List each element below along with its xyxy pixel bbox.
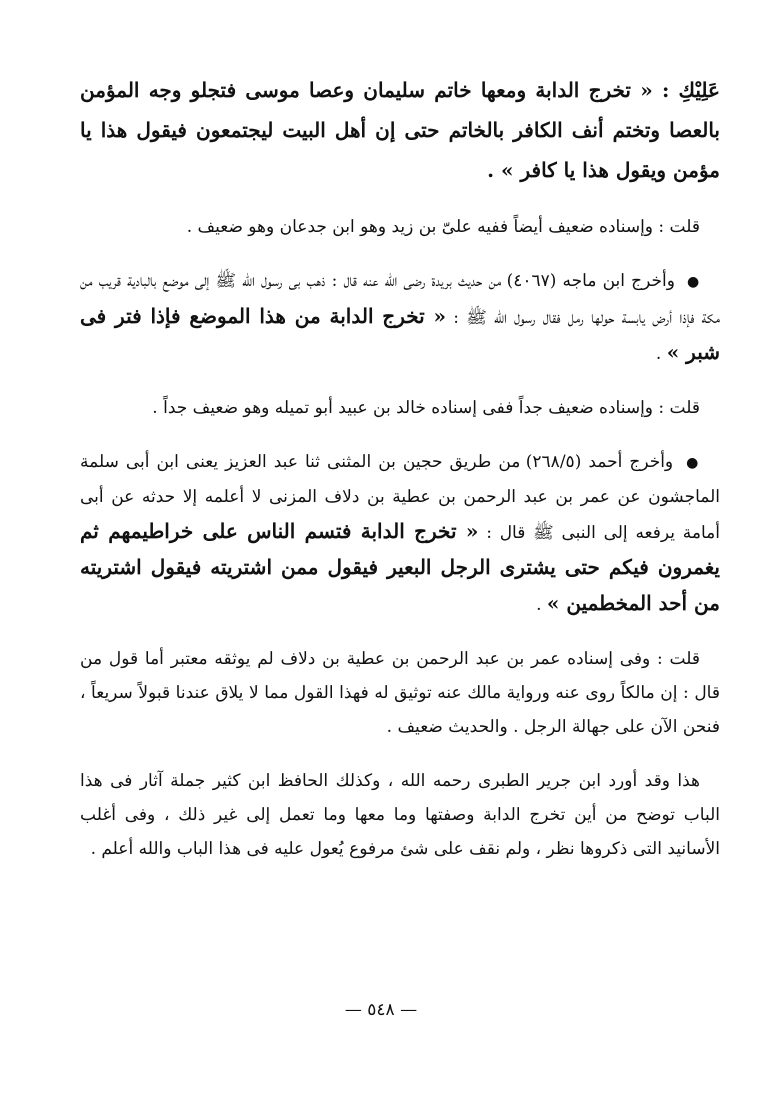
narration-text: وأخرج أحمد (٢٦٨/٥) من طريق حجين بن المثنى ثنا عبد العزيز يعنى ابن أبى سلمة الماجشون عن عمر بن عبد الرحمن بن عطية بن دلاف المزنى لا أعلمه إلا حدثه عن أبى أمامة يرفعه إلى النبى ﷺ قال : — [80, 452, 721, 543]
concluding-paragraph: هذا وقد أورد ابن جرير الطبرى رحمه الله ، وكذلك الحافظ ابن كثير جملة آثار فى هذا الباب توضح من أين تخرج الدابة وصفتها وما معها وما تعمل إلى غير ذلك ، وفى أغلب الأسانيد التى ذكروها نظر ، ولم نقف على شئ مرفوع يُعول عليه فى هذا الباب والله أعلم . — [80, 771, 720, 859]
bullet-icon: ● — [686, 455, 701, 471]
narration-text: وأخرج ابن ماجه (٤٠٦٧) من حديث بريدة رضى الله عنه قال : ذهب بى رسول الله ﷺ إلى موضع بالبادية قريب من مكة فإذا أرض يابسة حولها رمل فقال رسول الله ﷺ : — [80, 271, 721, 328]
period: . — [655, 344, 667, 364]
hadith-paragraph-1: عَلِيْكِ : « تخرج الدابة ومعها خاتم سليمان وعصا موسى فتجلو وجه المؤمن بالعصا وتختم أنف الكافر بالخاتم حتى إن أهل البيت ليجتمعون فيقول هذا يا مؤمن ويقول هذا يا كافر » . — [80, 78, 720, 182]
commentary-paragraph-1: قلت : وإسناده ضعيف أيضاً ففيه علىّ بن زيد وهو ابن جدعان وهو ضعيف . — [186, 217, 700, 237]
hadith-quote: « تخرج الدابة فتسم الناس على خراطيمهم ثم يغمرون فيكم حتى يشترى الرجل البعير فيقول ممن اشتريته فيقول اشتريته من أحد المخطمين » — [80, 519, 720, 615]
narration-paragraph-ahmad — [80, 445, 720, 622]
hadith-quote: « تخرج الدابة من هذا الموضع فإذا فتر فى شبر » — [80, 304, 720, 364]
page-body — [80, 70, 720, 866]
commentary-paragraph-2: قلت : وإسناده ضعيف جداً ففى إسناده خالد بن عبيد أبو تميله وهو ضعيف جداً . — [152, 398, 700, 418]
page-number: — ٥٤٨ — — [344, 1000, 418, 1020]
narration-paragraph-ibn-majah — [80, 264, 720, 371]
bullet-icon: ● — [687, 274, 700, 290]
commentary-paragraph-3: قلت : وفى إسناده عمر بن عبد الرحمن بن عطية بن دلاف لم يوثقه معتبر أما قول من قال : إن مالكاً روى عنه ورواية مالك عنه توثيق له فهذا القول مما لا يلاق عندنا قبولاً سريعاً ، فنحن الآن على جهالة الرجل . والحديث ضعيف . — [80, 649, 720, 737]
period: . — [536, 595, 547, 615]
